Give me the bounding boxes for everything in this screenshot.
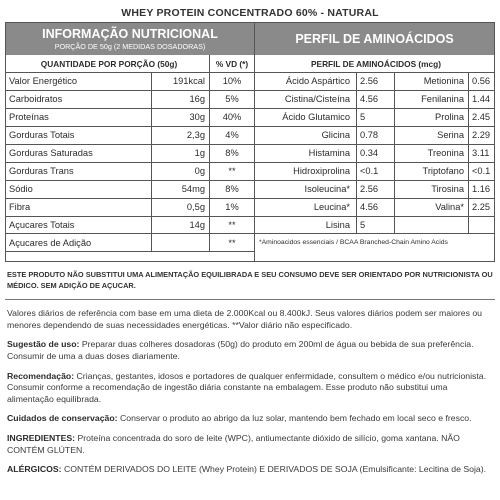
nutrient-name: Sódio — [6, 180, 152, 198]
amino-name: Serina — [395, 126, 469, 144]
nutrient-amount: 0,5g — [152, 198, 210, 216]
amino-column-header — [255, 55, 494, 73]
amino-name: Isoleucina* — [255, 180, 357, 198]
tables-box — [5, 22, 495, 262]
amino-row — [255, 73, 494, 91]
amino-name: Lisina — [255, 216, 357, 234]
amino-value — [469, 216, 495, 234]
nutrient-vd: 4% — [210, 126, 255, 144]
disclaimer: ESTE PRODUTO NÃO SUBSTITUI UMA ALIMENTAÇÃO EQUILIBRADA E SEU CONSUMO DEVE SER ORIENTADO POR NUTRICIONISTA OU MÉDICO. SEM ADIÇÃO DE AÇUCAR. — [7, 270, 493, 290]
nutrition-row — [6, 73, 254, 91]
amino-row — [255, 144, 494, 162]
nutrition-row — [6, 234, 254, 252]
nutrient-vd: 5% — [210, 90, 255, 108]
nutrient-vd: 8% — [210, 144, 255, 162]
nutrition-row — [6, 180, 254, 198]
amino-row — [255, 180, 494, 198]
nutrient-amount: 30g — [152, 108, 210, 126]
nutrient-vd: 1% — [210, 198, 255, 216]
amino-name: Histamina — [255, 144, 357, 162]
nutrient-amount: 1g — [152, 144, 210, 162]
amino-name: Tirosina — [395, 180, 469, 198]
nutrient-vd: 10% — [210, 73, 255, 91]
amino-row — [255, 162, 494, 180]
amino-row — [255, 126, 494, 144]
amino-rows — [255, 55, 494, 251]
amino-value: 4.56 — [357, 198, 395, 216]
nutrition-rows — [6, 55, 254, 252]
amino-row — [255, 216, 494, 234]
amino-value: 2.29 — [469, 126, 495, 144]
nutrient-name: Carboidratos — [6, 90, 152, 108]
amino-name: Ácido Glutamico — [255, 108, 357, 126]
nutrition-row — [6, 90, 254, 108]
amino-value: 1.44 — [469, 90, 495, 108]
amino-row — [255, 108, 494, 126]
amino-row — [255, 90, 494, 108]
nutrient-amount: 2,3g — [152, 126, 210, 144]
nutrient-vd: ** — [210, 216, 255, 234]
nutrient-name: Açucares Totais — [6, 216, 152, 234]
amino-table — [255, 23, 494, 261]
recommendation — [5, 371, 495, 406]
nutrient-name: Fibra — [6, 198, 152, 216]
amino-value: 2.56 — [357, 180, 395, 198]
nutrient-name: Gorduras Trans — [6, 162, 152, 180]
amino-name: Cistina/Cisteína — [255, 90, 357, 108]
recommendation-label: Recomendação: — [7, 370, 75, 381]
amino-value: 4.56 — [357, 90, 395, 108]
nutrition-row — [6, 126, 254, 144]
nutrient-vd: ** — [210, 162, 255, 180]
amino-name: Metionina — [395, 73, 469, 91]
nutrient-vd: 40% — [210, 108, 255, 126]
product-title: WHEY PROTEIN CONCENTRADO 60% - NATURAL — [121, 7, 379, 19]
amino-footnote-row — [255, 234, 494, 251]
amino-header: PERFIL DE AMINOÁCIDOS — [255, 23, 494, 55]
amino-name: Triptofano — [395, 162, 469, 180]
nutrition-column-header — [6, 55, 254, 73]
nutrient-vd: ** — [210, 234, 255, 252]
amino-name: Valina* — [395, 198, 469, 216]
usage-label: Sugestão de uso: — [7, 339, 80, 350]
nutrition-row — [6, 108, 254, 126]
nutrient-name: Gorduras Totais — [6, 126, 152, 144]
amino-value: <0.1 — [357, 162, 395, 180]
allergens-text: CONTÉM DERIVADOS DO LEITE (Whey Protein) E DERIVADOS DE SOJA (Emulsificante: Lecitina de Soja). — [61, 464, 487, 475]
allergens — [5, 464, 495, 476]
nutrient-amount: 0g — [152, 162, 210, 180]
storage-label: Cuidados de conservação: — [7, 413, 118, 424]
ingredients-text: Proteína concentrada do soro de leite (WPC), antiumectante dióxido de silício, goma xantana. NÃO CONTÉM GLÚTEN. — [7, 432, 460, 455]
nutrition-row — [6, 162, 254, 180]
ingredients — [5, 433, 495, 456]
allergens-label: ALÉRGICOS: — [7, 464, 62, 475]
nutrient-amount — [152, 234, 210, 252]
usage-text: Preparar duas colheres dosadoras (50g) do produto em 200ml de água ou bebida de sua preferência. Consumir de uma a duas doses diariamente. — [7, 339, 474, 361]
amino-value: 5 — [357, 108, 395, 126]
amino-name — [395, 216, 469, 234]
nutrition-row — [6, 216, 254, 234]
amino-name: Glicina — [255, 126, 357, 144]
nutrient-vd: 8% — [210, 180, 255, 198]
amino-value: 2.45 — [469, 108, 495, 126]
amino-name: Leucina* — [255, 198, 357, 216]
nutrition-table — [6, 23, 255, 261]
divider — [5, 299, 495, 300]
col-vd: % VD (*) — [210, 55, 255, 73]
amino-value: 5 — [357, 216, 395, 234]
amino-value: 0.56 — [469, 73, 495, 91]
amino-footnote: *Aminoacidos essenciais / BCAA Branched-Chain Amino Acids — [259, 239, 448, 247]
amino-name: Fenilanina — [395, 90, 469, 108]
amino-value: <0.1 — [469, 162, 495, 180]
nutrient-amount: 16g — [152, 90, 210, 108]
col-portion: QUANTIDADE POR PORÇÃO (50g) — [6, 55, 210, 73]
nutrition-header — [6, 23, 254, 55]
amino-row — [255, 198, 494, 216]
amino-value: 2.56 — [357, 73, 395, 91]
recommendation-text: Crianças, gestantes, idosos e portadores de qualquer enfermidade, consultem o médico e/ou nutricionista. Consumir conforme a recomendação de ingestão diária constante na embalagem. Esse produto não substitui uma alimentação equilibrada. — [7, 370, 487, 404]
amino-name: Ácido Aspártico — [255, 73, 357, 91]
nutrient-name: Gorduras Saturadas — [6, 144, 152, 162]
amino-value: 0.78 — [357, 126, 395, 144]
nutrient-name: Valor Energético — [6, 73, 152, 91]
amino-value: 3.11 — [469, 144, 495, 162]
nutrition-row — [6, 198, 254, 216]
vd-note: Valores diários de referência com base em uma dieta de 2.000Kcal ou 8.400kJ. Seus valores diários podem ser maiores ou menores dependendo de suas necessidades energéticas. **Valor diário não especificado. — [7, 308, 483, 330]
nutrition-row — [6, 144, 254, 162]
nutrition-portion: PORÇÃO DE 50g (2 MEDIDAS DOSADORAS) — [54, 42, 206, 51]
nutrient-amount: 54mg — [152, 180, 210, 198]
nutrient-name: Proteínas — [6, 108, 152, 126]
amino-name: Treonina — [395, 144, 469, 162]
nutrient-amount: 14g — [152, 216, 210, 234]
nutrient-amount: 191kcal — [152, 73, 210, 91]
storage-text: Conservar o produto ao abrigo da luz solar, mantendo bem fechado em local seco e fresco. — [117, 413, 472, 424]
amino-name: Prolina — [395, 108, 469, 126]
amino-value: 1.16 — [469, 180, 495, 198]
ingredients-label: INGREDIENTES: — [7, 432, 76, 443]
storage — [5, 413, 495, 425]
amino-name: Hidroxiprolina — [255, 162, 357, 180]
amino-value: 0.34 — [357, 144, 395, 162]
nutrition-title: INFORMAÇÃO NUTRICIONAL — [42, 27, 218, 41]
amino-value: 2.25 — [469, 198, 495, 216]
nutrient-name: Açucares de Adição — [6, 234, 152, 252]
usage — [5, 339, 495, 362]
amino-col-title: PERFIL DE AMINOÁCIDOS (mcg) — [255, 55, 494, 73]
label-page — [5, 4, 495, 476]
